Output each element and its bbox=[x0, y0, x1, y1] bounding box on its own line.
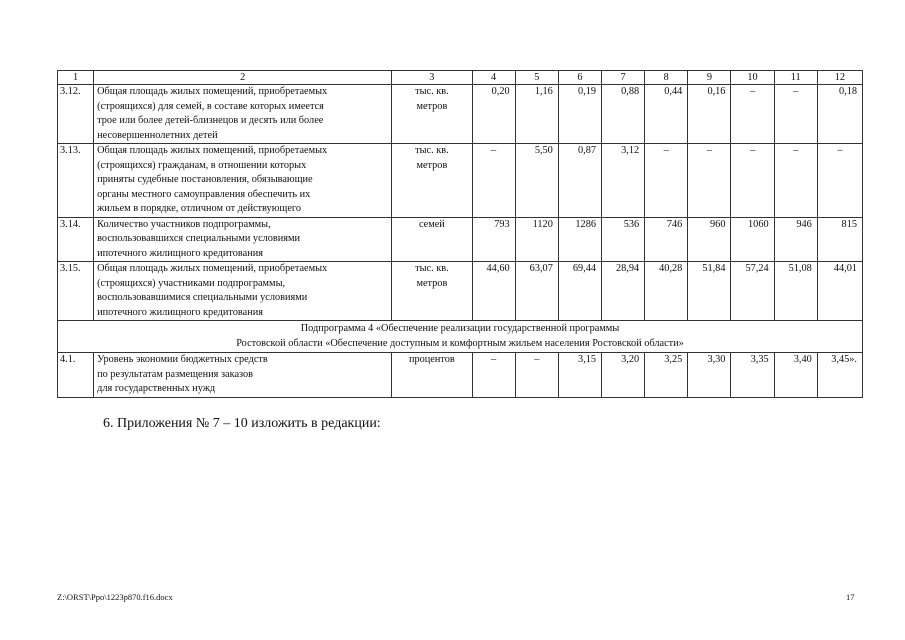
subprogram-row bbox=[58, 321, 863, 353]
header-cell: 7 bbox=[602, 71, 645, 85]
indicator-name-line: ипотечного жилищного кредитования bbox=[97, 306, 263, 318]
value-cell: 0,88 bbox=[602, 85, 645, 144]
row-number: 3.14. bbox=[58, 217, 94, 262]
indicator-name bbox=[94, 217, 392, 262]
value-cell: 1,16 bbox=[515, 85, 558, 144]
value-cell: 5,50 bbox=[515, 144, 558, 218]
value-cell: 815 bbox=[817, 217, 862, 262]
table-row bbox=[58, 85, 863, 144]
value-cell: 3,12 bbox=[602, 144, 645, 218]
header-cell: 2 bbox=[94, 71, 392, 85]
value-cell: – bbox=[731, 85, 774, 144]
row-number: 4.1. bbox=[58, 353, 94, 398]
unit-cell bbox=[392, 85, 472, 144]
value-cell: 44,01 bbox=[817, 262, 862, 321]
indicator-name bbox=[94, 144, 392, 218]
indicator-name-line: для государственных нужд bbox=[97, 383, 216, 394]
value-cell: 960 bbox=[688, 217, 731, 262]
indicator-name-line: приняты судебные постановления, обязывающие bbox=[97, 174, 313, 185]
indicator-name bbox=[94, 262, 392, 321]
indicator-name-line: несовершеннолетних детей bbox=[97, 129, 218, 141]
header-cell: 6 bbox=[558, 71, 601, 85]
row-number: 3.13. bbox=[58, 144, 94, 218]
value-cell: 0,19 bbox=[558, 85, 601, 144]
value-cell: 536 bbox=[602, 217, 645, 262]
table-body bbox=[58, 71, 863, 398]
value-cell: 793 bbox=[472, 217, 515, 262]
indicator-name-line: Общая площадь жилых помещений, приобретаемых bbox=[97, 86, 328, 97]
header-cell: 12 bbox=[817, 71, 862, 85]
indicators-table bbox=[57, 70, 863, 398]
value-cell: 3,40 bbox=[774, 353, 817, 398]
value-cell: 44,60 bbox=[472, 262, 515, 321]
indicator-name-line: органы местного самоуправления обеспечить их bbox=[97, 188, 311, 200]
header-cell: 10 bbox=[731, 71, 774, 85]
value-cell: 3,20 bbox=[602, 353, 645, 398]
value-cell: 1120 bbox=[515, 217, 558, 262]
unit-line: метров bbox=[416, 100, 448, 112]
value-cell: 3,35 bbox=[731, 353, 774, 398]
header-cell: 8 bbox=[645, 71, 688, 85]
header-cell: 4 bbox=[472, 71, 515, 85]
value-cell: 0,87 bbox=[558, 144, 601, 218]
unit-line: метров bbox=[416, 159, 448, 171]
unit-line: тыс. кв. bbox=[415, 145, 449, 156]
indicator-name-line: (строящихся) участниками подпрограммы, bbox=[97, 277, 286, 289]
body-paragraph: 6. Приложения № 7 – 10 изложить в редакции: bbox=[103, 416, 381, 431]
indicator-name-line: по результатам размещения заказов bbox=[97, 368, 254, 380]
value-cell: 746 bbox=[645, 217, 688, 262]
value-cell: – bbox=[817, 144, 862, 218]
header-cell: 3 bbox=[392, 71, 472, 85]
indicator-name-line: Уровень экономии бюджетных средств bbox=[97, 354, 268, 365]
table-header-row bbox=[58, 71, 863, 85]
value-cell: 3,45». bbox=[817, 353, 862, 398]
subprogram-title-line: Подпрограмма 4 «Обеспечение реализации государственной программы bbox=[300, 323, 620, 334]
value-cell: 0,16 bbox=[688, 85, 731, 144]
value-cell: 51,84 bbox=[688, 262, 731, 321]
value-cell: – bbox=[515, 353, 558, 398]
indicator-name-line: Общая площадь жилых помещений, приобретаемых bbox=[97, 263, 328, 274]
value-cell: – bbox=[472, 144, 515, 218]
value-cell: 57,24 bbox=[731, 262, 774, 321]
unit-cell bbox=[392, 144, 472, 218]
value-cell: – bbox=[731, 144, 774, 218]
value-cell: 1060 bbox=[731, 217, 774, 262]
indicator-name-line: трое или более детей-близнецов и десять или более bbox=[97, 115, 324, 126]
indicator-name-line: воспользовавшимися специальными условиями bbox=[97, 292, 308, 303]
header-cell: 9 bbox=[688, 71, 731, 85]
value-cell: 69,44 bbox=[558, 262, 601, 321]
value-cell: 51,08 bbox=[774, 262, 817, 321]
indicator-name-line: (строящихся) гражданам, в отношении которых bbox=[97, 159, 307, 171]
unit-cell bbox=[392, 353, 472, 398]
table-row bbox=[58, 262, 863, 321]
unit-line: тыс. кв. bbox=[415, 86, 449, 97]
value-cell: – bbox=[774, 144, 817, 218]
subprogram-title bbox=[58, 321, 863, 353]
value-cell: 3,30 bbox=[688, 353, 731, 398]
value-cell: 946 bbox=[774, 217, 817, 262]
unit-cell bbox=[392, 262, 472, 321]
value-cell: – bbox=[688, 144, 731, 218]
row-number: 3.15. bbox=[58, 262, 94, 321]
value-cell: 3,15 bbox=[558, 353, 601, 398]
table-row bbox=[58, 217, 863, 262]
value-cell: 63,07 bbox=[515, 262, 558, 321]
value-cell: – bbox=[774, 85, 817, 144]
header-cell: 11 bbox=[774, 71, 817, 85]
value-cell: – bbox=[472, 353, 515, 398]
footer-file-path: Z:\ORST\Ppo\1223p870.f16.docx bbox=[57, 592, 173, 602]
subprogram-title-line: Ростовской области «Обеспечение доступным и комфортным жильем населения Ростовской области» bbox=[236, 337, 684, 349]
value-cell: 0,18 bbox=[817, 85, 862, 144]
unit-cell bbox=[392, 217, 472, 262]
indicator-name-line: Общая площадь жилых помещений, приобретаемых bbox=[97, 145, 328, 156]
header-cell: 1 bbox=[58, 71, 94, 85]
unit-line: метров bbox=[416, 277, 448, 289]
indicator-name bbox=[94, 85, 392, 144]
value-cell: 3,25 bbox=[645, 353, 688, 398]
page-number: 17 bbox=[846, 592, 855, 602]
value-cell: 28,94 bbox=[602, 262, 645, 321]
indicator-name-line: Количество участников подпрограммы, bbox=[97, 218, 271, 230]
table-row bbox=[58, 144, 863, 218]
value-cell: 0,44 bbox=[645, 85, 688, 144]
unit-line: тыс. кв. bbox=[415, 263, 449, 274]
header-cell: 5 bbox=[515, 71, 558, 85]
indicator-name-line: (строящихся) для семей, в составе которых имеется bbox=[97, 100, 324, 112]
indicator-name-line: ипотечного жилищного кредитования bbox=[97, 247, 263, 259]
value-cell: 40,28 bbox=[645, 262, 688, 321]
indicator-name-line: жильем в порядке, отличном от действующего bbox=[97, 203, 302, 214]
table-row bbox=[58, 353, 863, 398]
unit-line: процентов bbox=[408, 354, 455, 365]
value-cell: – bbox=[645, 144, 688, 218]
unit-line: семей bbox=[418, 218, 445, 230]
value-cell: 1286 bbox=[558, 217, 601, 262]
value-cell: 0,20 bbox=[472, 85, 515, 144]
indicator-name bbox=[94, 353, 392, 398]
row-number: 3.12. bbox=[58, 85, 94, 144]
indicator-name-line: воспользовавшихся специальными условиями bbox=[97, 233, 301, 244]
